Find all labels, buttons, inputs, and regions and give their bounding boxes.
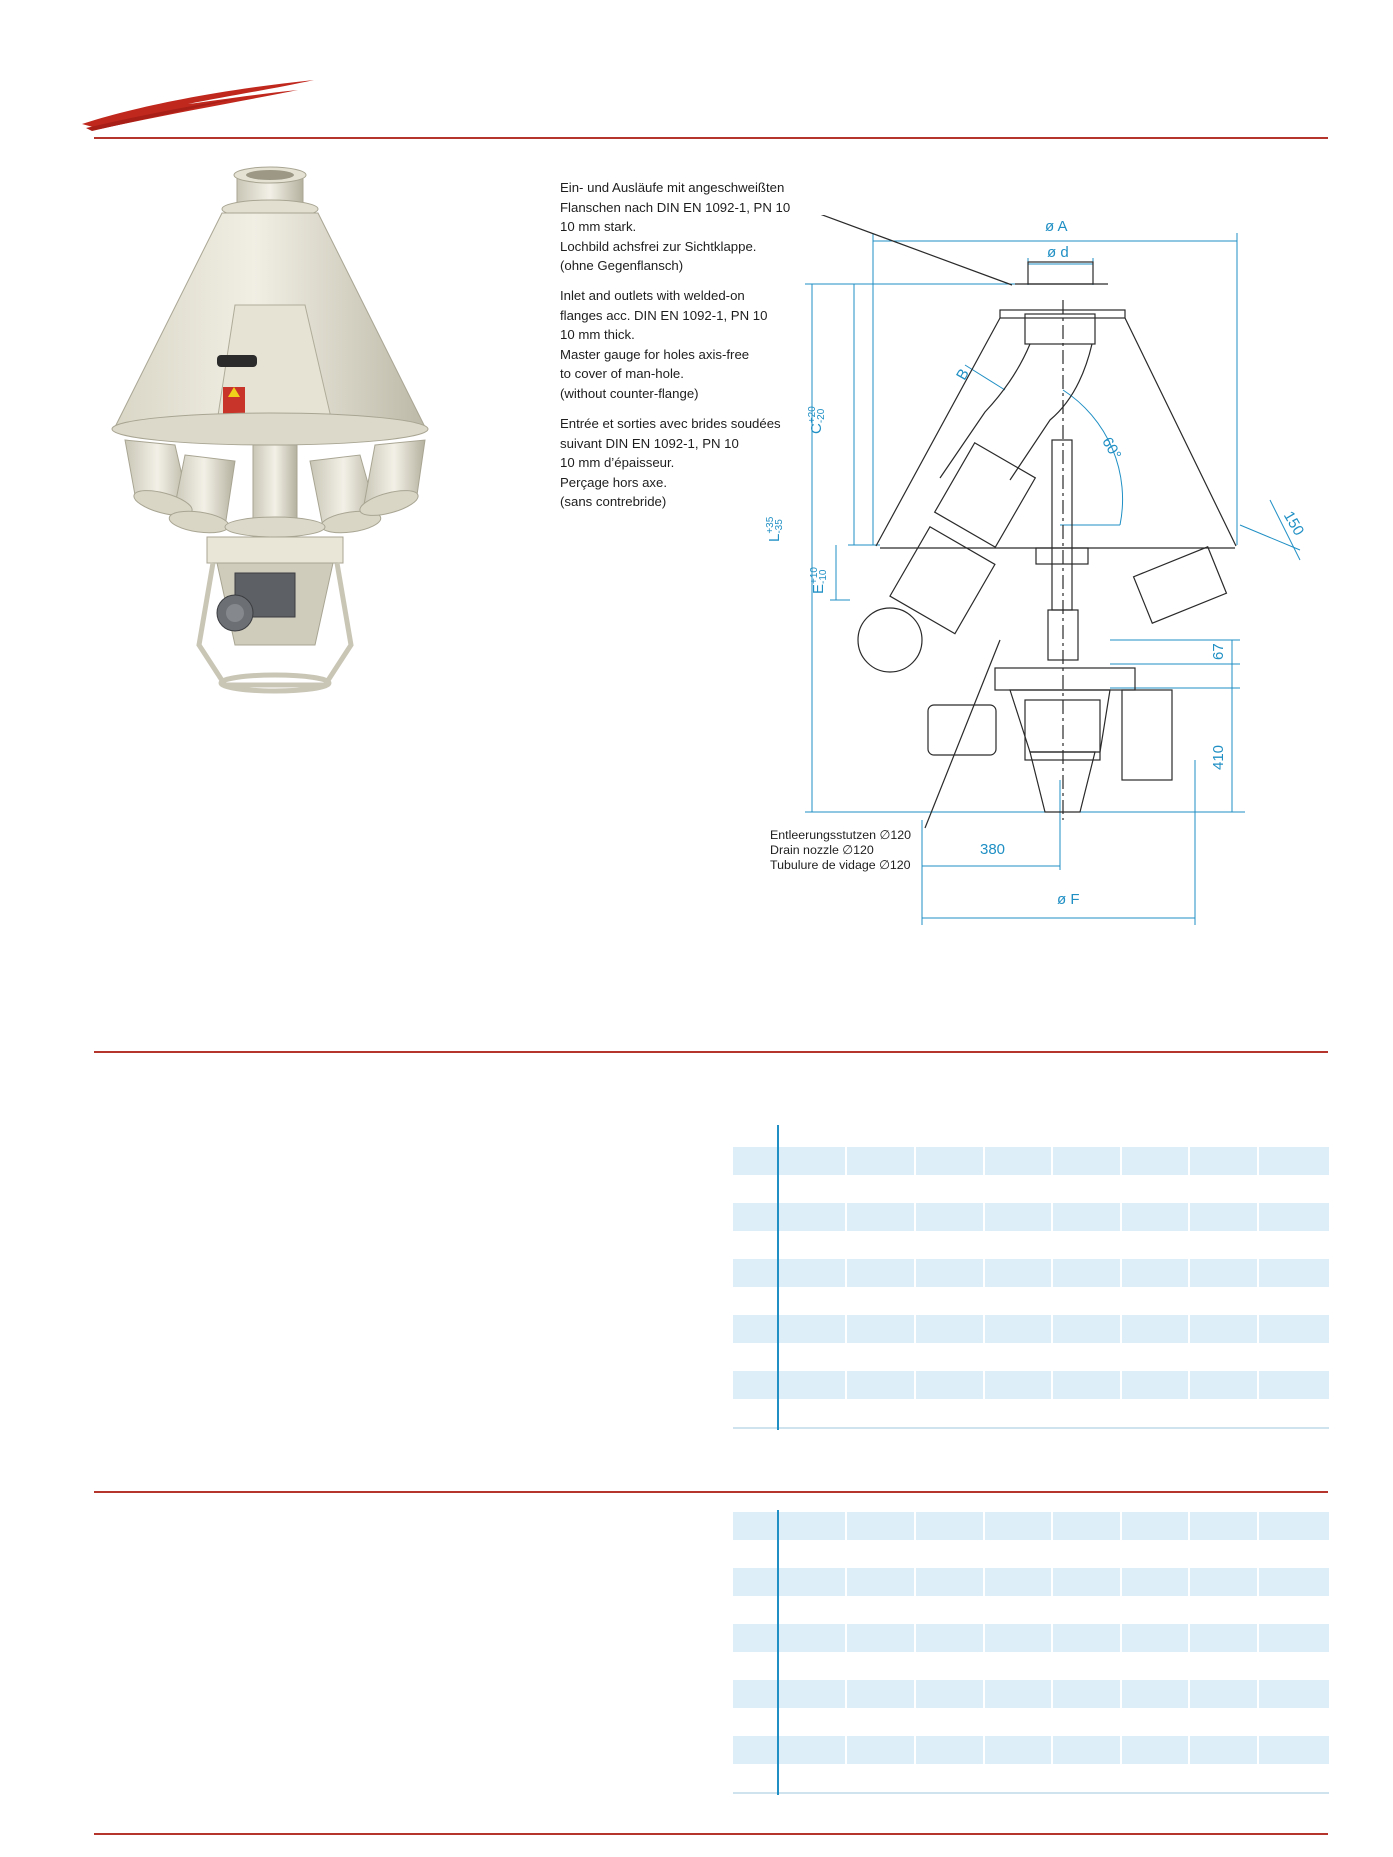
note-line: to cover of man-hole. bbox=[560, 366, 684, 382]
note-line: Entrée et sorties avec brides soudées bbox=[560, 416, 781, 431]
cell-separator bbox=[845, 1147, 847, 1175]
note-line: 10 mm d’épaisseur. bbox=[560, 455, 675, 471]
table-header-divider bbox=[777, 1510, 779, 1795]
cell-separator bbox=[1188, 1315, 1190, 1343]
table-row bbox=[733, 1736, 1329, 1764]
cell-separator bbox=[983, 1259, 985, 1287]
cell-separator bbox=[1257, 1315, 1259, 1343]
note-line: Lochbild achsfrei zur Sichtklappe. bbox=[560, 238, 757, 254]
cell-separator bbox=[1120, 1315, 1122, 1343]
section-rule-2 bbox=[94, 1491, 1328, 1493]
brand-brush-logo bbox=[78, 74, 318, 134]
cell-separator bbox=[983, 1203, 985, 1231]
drain-label-en: Drain nozzle ∅120 bbox=[770, 843, 874, 857]
table-row bbox=[733, 1259, 1329, 1287]
cell-separator bbox=[983, 1568, 985, 1596]
cell-separator bbox=[914, 1680, 916, 1708]
cell-separator bbox=[983, 1315, 985, 1343]
cell-separator bbox=[845, 1203, 847, 1231]
cell-separator bbox=[1051, 1624, 1053, 1652]
dim-C-tol-plus: +20 bbox=[807, 406, 819, 424]
cell-separator bbox=[1188, 1512, 1190, 1540]
cell-separator bbox=[1051, 1147, 1053, 1175]
table-bottom-rule bbox=[733, 1792, 1329, 1794]
cell-separator bbox=[845, 1568, 847, 1596]
table-bottom-rule bbox=[733, 1427, 1329, 1429]
cell-separator bbox=[1188, 1203, 1190, 1231]
cell-separator bbox=[1188, 1736, 1190, 1764]
section-rule-1 bbox=[94, 1051, 1328, 1053]
dim-E bbox=[810, 567, 828, 594]
table-row bbox=[733, 1624, 1329, 1652]
cell-separator bbox=[1120, 1736, 1122, 1764]
note-line: (ohne Gegenflansch) bbox=[560, 258, 684, 274]
cell-separator bbox=[1257, 1371, 1259, 1399]
dim-B: B bbox=[953, 365, 973, 384]
table-row bbox=[733, 1315, 1329, 1343]
cell-separator bbox=[1257, 1203, 1259, 1231]
cell-separator bbox=[1188, 1147, 1190, 1175]
dim-67: 67 bbox=[1210, 643, 1227, 660]
cell-separator bbox=[983, 1147, 985, 1175]
note-line: flanges acc. DIN EN 1092-1, PN 10 bbox=[560, 307, 768, 323]
cell-separator bbox=[983, 1371, 985, 1399]
cell-separator bbox=[1257, 1259, 1259, 1287]
cell-separator bbox=[983, 1736, 985, 1764]
dim-C-label: C bbox=[808, 423, 825, 434]
dim-E-tol-minus: -10 bbox=[818, 569, 830, 584]
drain-label-de: Entleerungsstutzen ∅120 bbox=[770, 828, 911, 842]
cell-separator bbox=[1051, 1680, 1053, 1708]
technical-drawing bbox=[760, 215, 1320, 935]
cell-separator bbox=[1257, 1680, 1259, 1708]
dim-150: 150 bbox=[1279, 508, 1308, 539]
dim-C bbox=[808, 406, 826, 434]
cell-separator bbox=[983, 1512, 985, 1540]
cell-separator bbox=[845, 1512, 847, 1540]
cell-separator bbox=[1120, 1680, 1122, 1708]
table-row bbox=[733, 1371, 1329, 1399]
dimensions-table-1 bbox=[733, 1125, 1329, 1430]
table-row bbox=[733, 1568, 1329, 1596]
cell-separator bbox=[1188, 1680, 1190, 1708]
cell-separator bbox=[845, 1624, 847, 1652]
note-line: Master gauge for holes axis-free bbox=[560, 346, 750, 362]
note-line: 10 mm stark. bbox=[560, 219, 637, 235]
cell-separator bbox=[1188, 1624, 1190, 1652]
cell-separator bbox=[1257, 1624, 1259, 1652]
dimensions-table-2 bbox=[733, 1510, 1329, 1795]
cell-separator bbox=[914, 1315, 916, 1343]
dim-dA: ø A bbox=[1045, 218, 1068, 235]
note-line: Ein- und Ausläufe mit angeschweißten bbox=[560, 180, 785, 195]
cell-separator bbox=[1051, 1371, 1053, 1399]
note-line: Perçage hors axe. bbox=[560, 474, 668, 490]
note-line: 10 mm thick. bbox=[560, 327, 635, 343]
cell-separator bbox=[1051, 1512, 1053, 1540]
cell-separator bbox=[845, 1315, 847, 1343]
cell-separator bbox=[1051, 1259, 1053, 1287]
cell-separator bbox=[1051, 1315, 1053, 1343]
drain-label-fr: Tubulure de vidage ∅120 bbox=[770, 858, 911, 872]
cell-separator bbox=[1051, 1736, 1053, 1764]
note-line: suivant DIN EN 1092-1, PN 10 bbox=[560, 435, 739, 451]
cell-separator bbox=[1120, 1624, 1122, 1652]
cell-separator bbox=[983, 1624, 985, 1652]
note-line: Flanschen nach DIN EN 1092-1, PN 10 bbox=[560, 199, 791, 215]
cell-separator bbox=[1188, 1371, 1190, 1399]
dim-L bbox=[766, 517, 784, 542]
dim-380: 380 bbox=[980, 841, 1006, 858]
cell-separator bbox=[1257, 1736, 1259, 1764]
cell-separator bbox=[914, 1371, 916, 1399]
cell-separator bbox=[845, 1259, 847, 1287]
note-line: (without counter-flange) bbox=[560, 385, 699, 401]
cell-separator bbox=[1120, 1259, 1122, 1287]
cell-separator bbox=[1120, 1147, 1122, 1175]
dim-410: 410 bbox=[1210, 744, 1227, 770]
dim-C-tol-minus: -20 bbox=[816, 408, 828, 424]
dim-L-tol-minus: -35 bbox=[774, 519, 786, 534]
table-row bbox=[733, 1680, 1329, 1708]
cell-separator bbox=[914, 1512, 916, 1540]
dim-L-label: L bbox=[766, 533, 783, 542]
cell-separator bbox=[1120, 1203, 1122, 1231]
cell-separator bbox=[845, 1736, 847, 1764]
dim-dF: ø F bbox=[1057, 891, 1080, 908]
dim-L-tol-plus: +35 bbox=[765, 516, 777, 534]
cell-separator bbox=[1188, 1259, 1190, 1287]
footer-rule bbox=[94, 1833, 1328, 1835]
cell-separator bbox=[914, 1568, 916, 1596]
cell-separator bbox=[1120, 1512, 1122, 1540]
cell-separator bbox=[914, 1736, 916, 1764]
cell-separator bbox=[1257, 1512, 1259, 1540]
cell-separator bbox=[845, 1680, 847, 1708]
cell-separator bbox=[914, 1259, 916, 1287]
table-row bbox=[733, 1147, 1329, 1175]
cell-separator bbox=[1120, 1371, 1122, 1399]
cell-separator bbox=[1051, 1568, 1053, 1596]
cell-separator bbox=[1257, 1568, 1259, 1596]
cell-separator bbox=[1188, 1568, 1190, 1596]
note-line: (sans contrebride) bbox=[560, 494, 667, 510]
dim-E-label: E bbox=[810, 583, 827, 594]
cell-separator bbox=[1257, 1147, 1259, 1175]
cell-separator bbox=[914, 1203, 916, 1231]
header-rule bbox=[94, 137, 1328, 139]
cell-separator bbox=[914, 1624, 916, 1652]
cell-separator bbox=[1120, 1568, 1122, 1596]
cell-separator bbox=[983, 1680, 985, 1708]
dim-E-tol-plus: +10 bbox=[809, 567, 821, 584]
dim-dd: ø d bbox=[1047, 244, 1069, 261]
table-row bbox=[733, 1512, 1329, 1540]
distributor-product-image bbox=[95, 165, 455, 695]
cell-separator bbox=[845, 1371, 847, 1399]
note-line: Inlet and outlets with welded-on bbox=[560, 288, 745, 303]
table-header-divider bbox=[777, 1125, 779, 1430]
cell-separator bbox=[1051, 1203, 1053, 1231]
dim-angle: 60° bbox=[1098, 434, 1125, 463]
cell-separator bbox=[914, 1147, 916, 1175]
table-row bbox=[733, 1203, 1329, 1231]
